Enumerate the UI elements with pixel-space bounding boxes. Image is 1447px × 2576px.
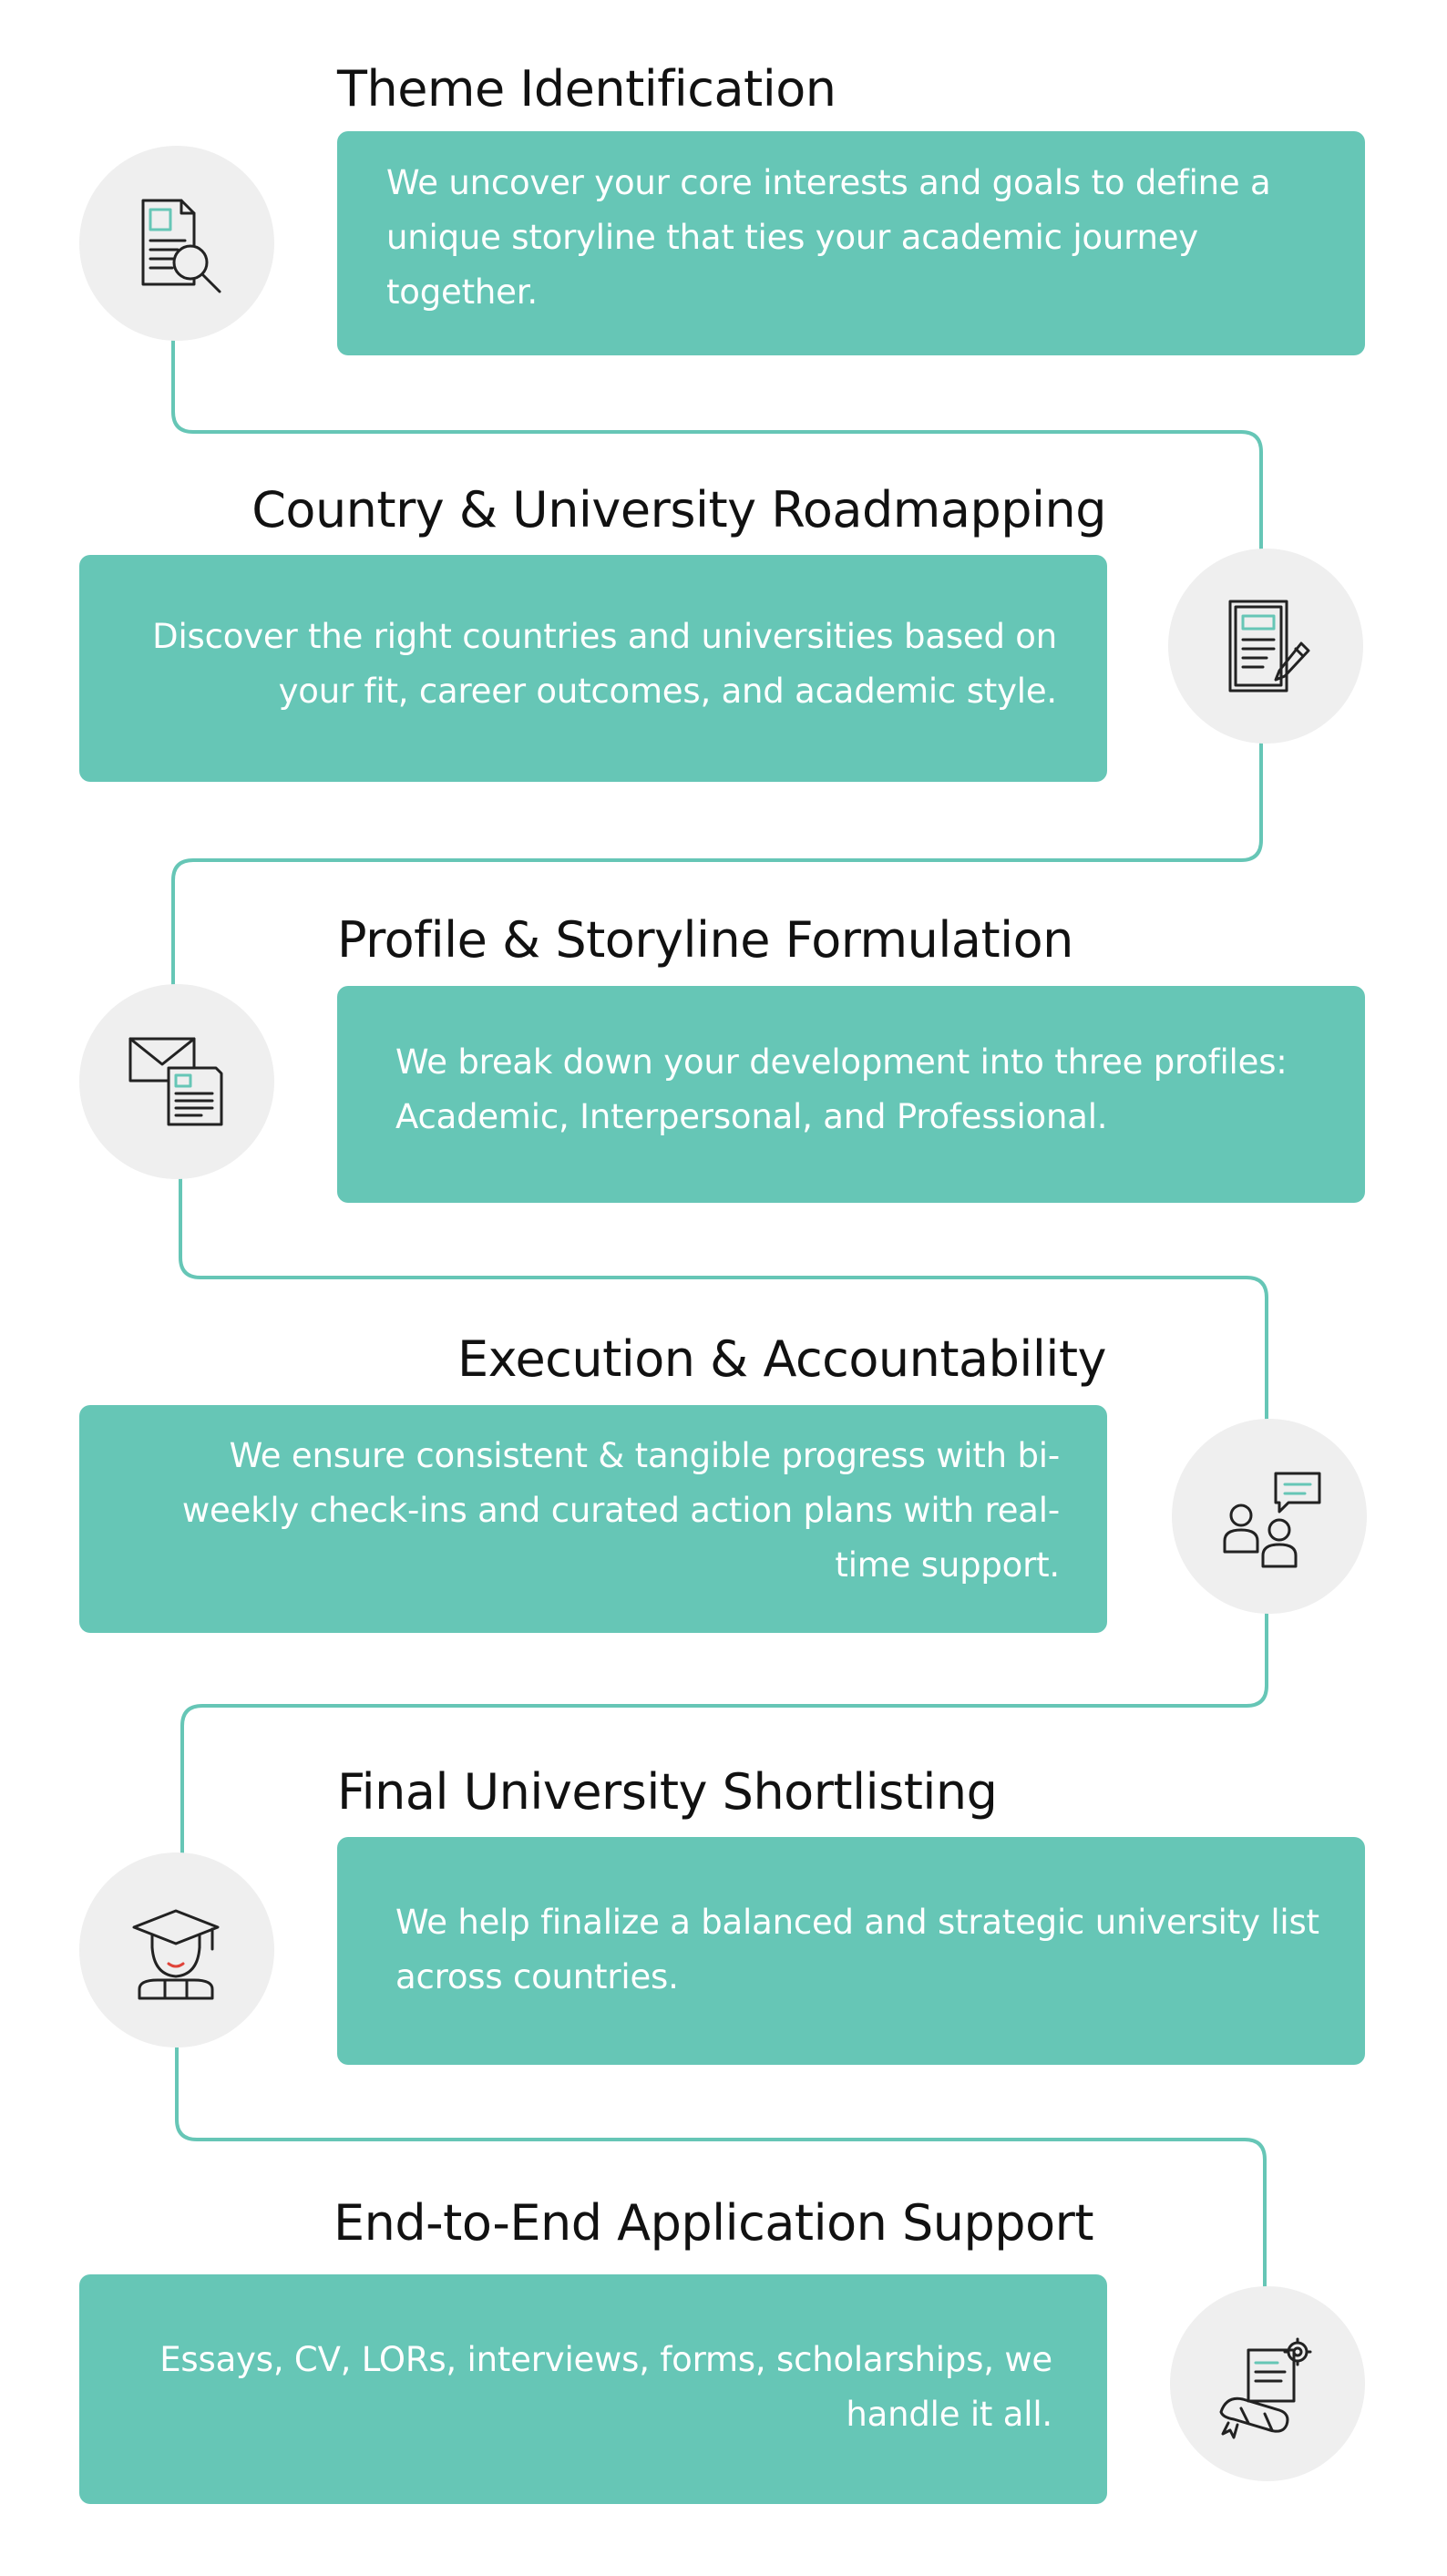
step-title: Execution & Accountability [457,1330,1106,1388]
step-icon-circle [79,984,274,1179]
step-description: We help finalize a balanced and strategic university list across countries. [395,1903,1319,1996]
step-title: Country & University Roadmapping [251,481,1106,539]
step-description-box [337,1837,1365,2065]
step-description-box [79,1405,1107,1633]
step-description: We ensure consistent & tangible progress with bi-weekly check-ins and curated action plans with real-time support. [181,1436,1060,1585]
step-icon-circle [1168,549,1363,744]
step-description-box [79,2274,1107,2504]
envelope-document-icon [118,1022,236,1141]
step-description-box [337,986,1365,1203]
document-search-icon [118,184,236,303]
step-title: End-to-End Application Support [334,2194,1093,2252]
step-title: Theme Identification [337,60,836,118]
graduate-icon [118,1891,236,2009]
step-description-box [79,555,1107,782]
step-description-box [337,131,1365,355]
step-description: We uncover your core interests and goals to define a unique storyline that ties your academic journey together. [386,163,1271,312]
step-icon-circle [1170,2286,1365,2481]
certificate-icon [1208,2325,1327,2443]
step-description: We break down your development into three profiles: Academic, Interpersonal, and Professional. [395,1042,1288,1136]
document-pen-icon [1206,587,1325,705]
step-icon-circle [79,1852,274,2047]
step-title: Profile & Storyline Formulation [337,911,1073,969]
step-title: Final University Shortlisting [337,1763,998,1821]
step-icon-circle [1172,1419,1367,1614]
step-description: Discover the right countries and universities based on your fit, career outcomes, and academic style. [152,617,1057,711]
step-icon-circle [79,146,274,341]
step-description: Essays, CV, LORs, interviews, forms, scholarships, we handle it all. [159,2340,1052,2434]
people-chat-icon [1210,1457,1329,1575]
